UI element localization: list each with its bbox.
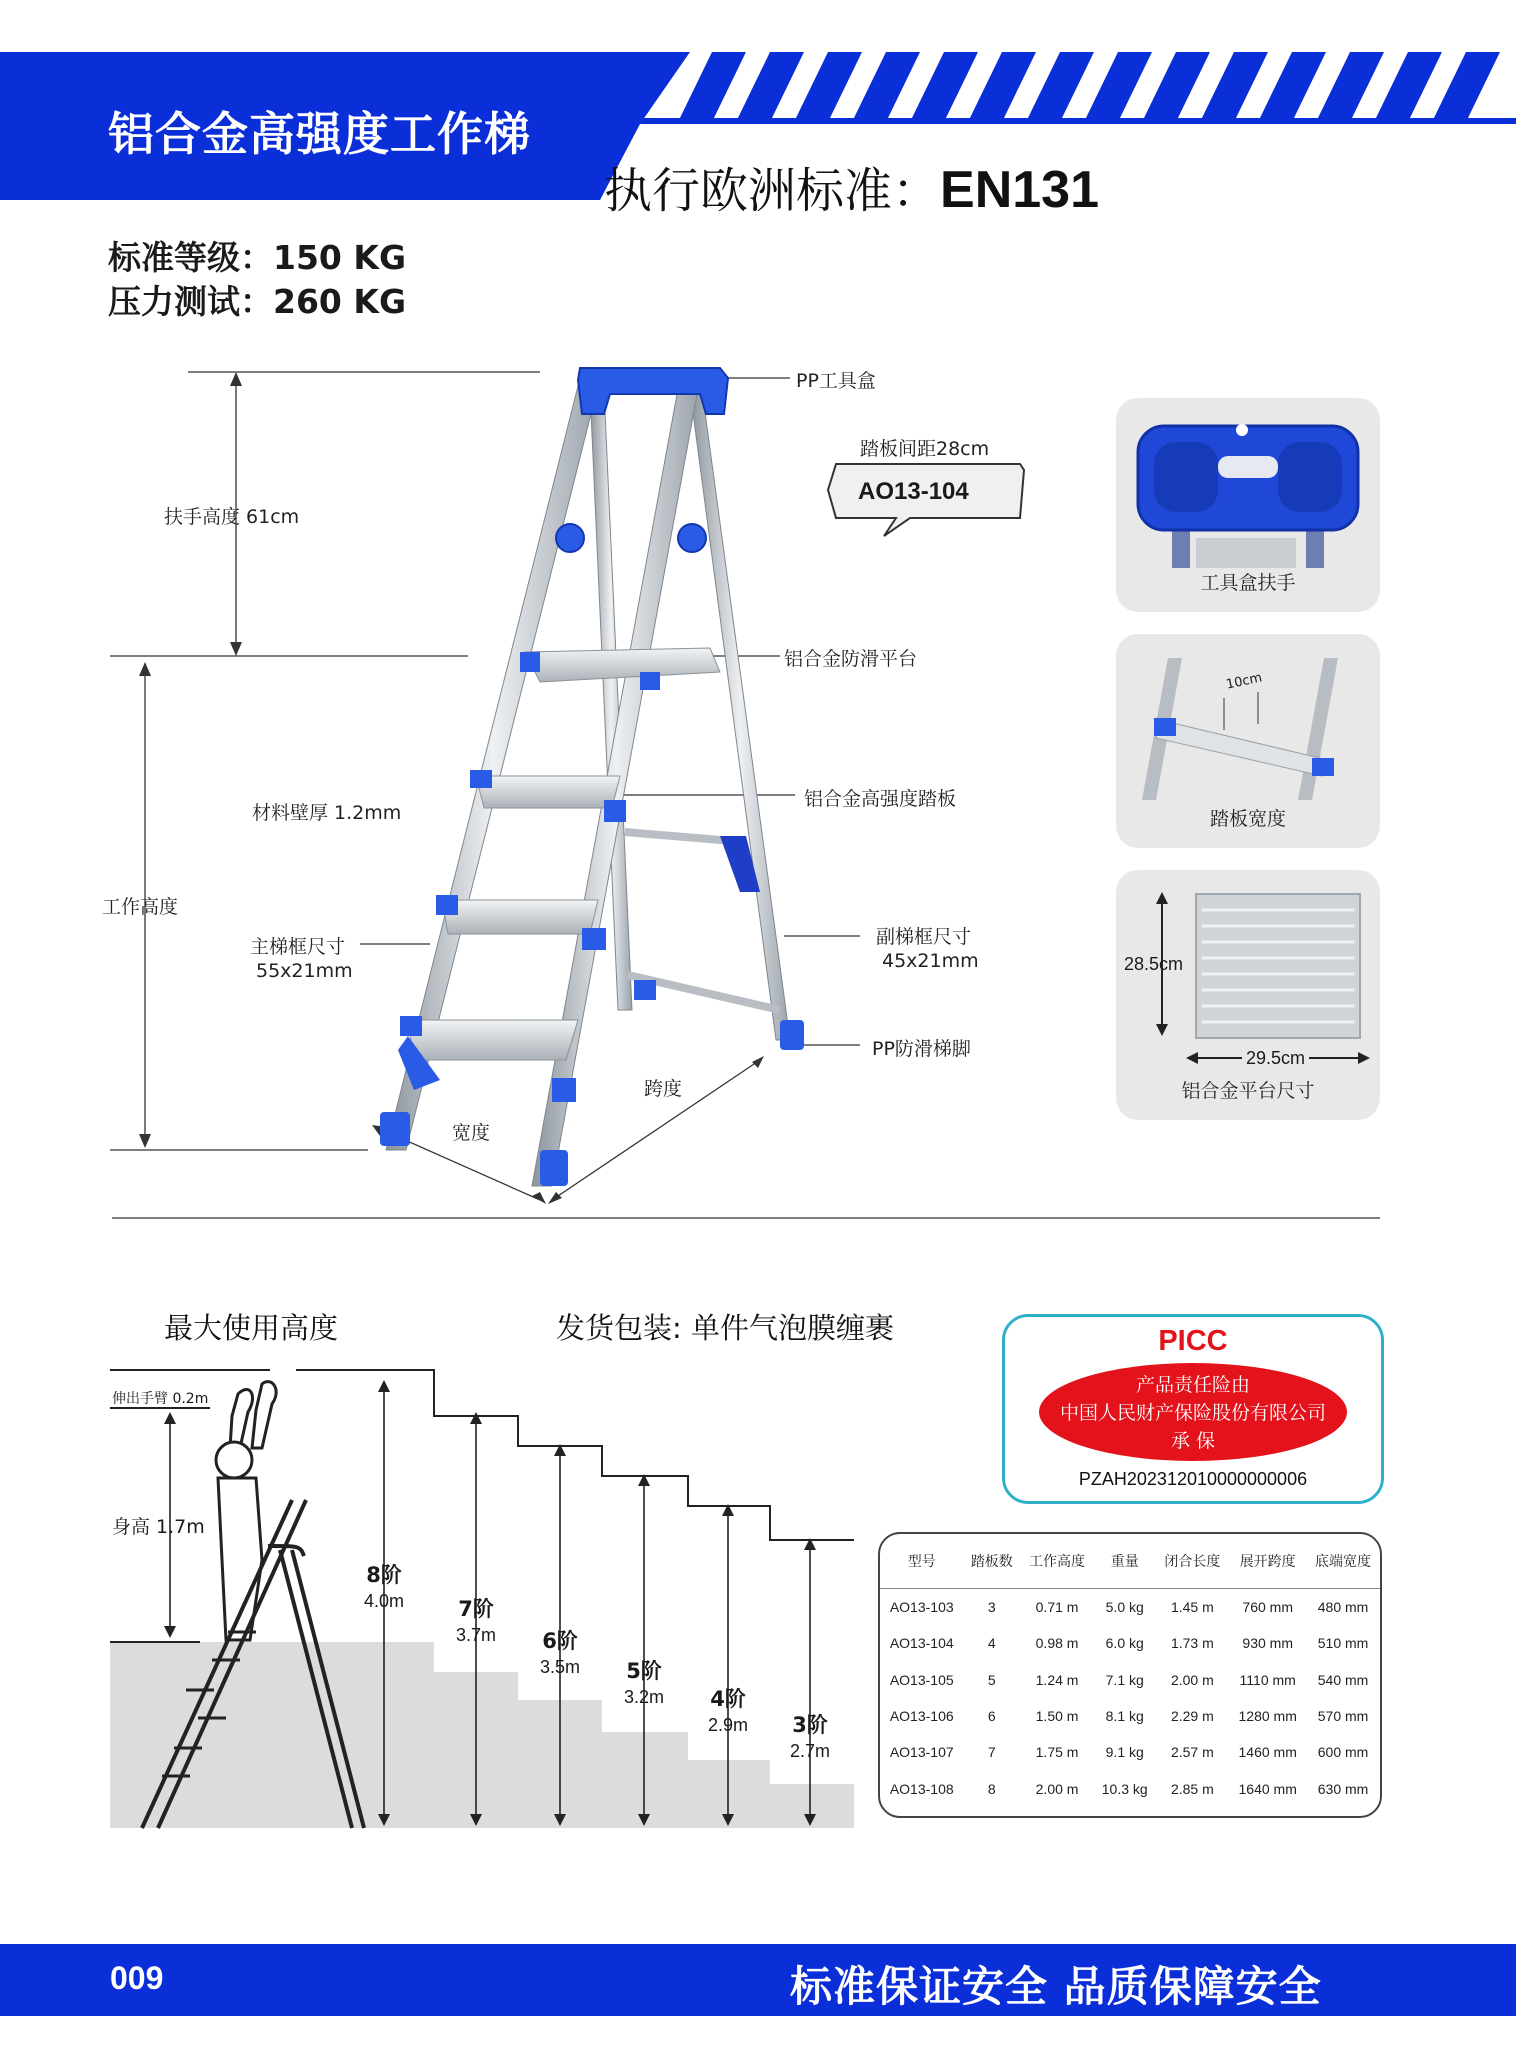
table-header: 踏板数 <box>970 1553 1013 1569</box>
card-toolbox <box>1116 398 1380 612</box>
table-cell: 1110 mm <box>1239 1671 1296 1688</box>
table-cell: 570 mm <box>1317 1708 1369 1725</box>
table-cell: 0.71 m <box>1035 1599 1079 1616</box>
platform-height-label: 28.5cm <box>1124 954 1184 974</box>
table-row <box>880 1734 1380 1770</box>
picc-line3: 承 保 <box>1170 1430 1216 1452</box>
table-cell: 1.45 m <box>1170 1599 1214 1616</box>
table-cell: 5.0 kg <box>1105 1599 1144 1616</box>
step-width-caption: 踏板宽度 <box>1209 808 1286 830</box>
model-badge: AO13-104 <box>858 478 969 505</box>
table-cell: 540 mm <box>1317 1671 1369 1688</box>
table-row <box>880 1625 1380 1661</box>
table-cell: 3 <box>987 1599 996 1616</box>
table-cell: 7 <box>987 1744 996 1761</box>
table-cell: 600 mm <box>1317 1744 1369 1761</box>
stair-label-5: 5阶 3.2m <box>623 1659 665 1707</box>
table-cell: 1460 mm <box>1238 1744 1297 1761</box>
arm-reach-label: 伸出手臂 0.2m <box>112 1391 209 1407</box>
table-cell: 1640 mm <box>1238 1780 1297 1797</box>
stair-label-8: 8阶 4.0m <box>363 1563 405 1611</box>
max-height-title: 最大使用高度 <box>164 1311 339 1345</box>
table-cell: 2.00 m <box>1035 1780 1079 1797</box>
table-row <box>880 1662 1380 1698</box>
picc-logo-text: PICC <box>1158 1325 1228 1357</box>
table-cell: 6 <box>987 1708 996 1725</box>
table-cell: 4 <box>987 1635 996 1652</box>
spec-pressure: 压力测试：260 KG <box>108 282 407 321</box>
table-cell: AO13-103 <box>889 1599 954 1616</box>
standard-prefix: 执行欧洲标准： <box>604 163 941 219</box>
working-height-label: 工作高度 <box>102 896 179 918</box>
span-label: 跨度 <box>644 1078 683 1100</box>
table-cell: 0.98 m <box>1035 1635 1079 1652</box>
step-spacing-label: 踏板间距28cm <box>860 438 990 460</box>
standard-code: EN131 <box>940 161 1100 219</box>
picc-oval <box>1039 1363 1347 1461</box>
table-cell: 630 mm <box>1317 1780 1369 1797</box>
width-label: 宽度 <box>452 1122 491 1144</box>
table-header: 闭合长度 <box>1164 1553 1221 1569</box>
platform-caption: 铝合金平台尺寸 <box>1181 1080 1315 1102</box>
table-cell: AO13-106 <box>889 1708 954 1725</box>
picc-line2: 中国人民财产保险股份有限公司 <box>1059 1402 1326 1424</box>
tool-box-label: PP工具盒 <box>796 370 876 392</box>
toolbox-caption: 工具盒扶手 <box>1200 572 1296 594</box>
picc-line1: 产品责任险由 <box>1135 1374 1250 1396</box>
table-header: 底端宽度 <box>1315 1553 1372 1569</box>
main-frame-label: 主梯框尺寸 <box>250 936 346 958</box>
step-width-note: 10cm <box>1224 670 1264 693</box>
stairs-diagram <box>0 1360 870 1840</box>
table-cell: 1.50 m <box>1035 1708 1079 1725</box>
page-number: 009 <box>110 1960 164 1996</box>
table-cell: 930 mm <box>1242 1635 1293 1652</box>
page-title: 铝合金高强度工作梯 <box>108 107 531 161</box>
table-row <box>880 1698 1380 1734</box>
picc-insurance-box <box>1002 1314 1384 1504</box>
table-header-row <box>880 1534 1380 1589</box>
table-cell: AO13-105 <box>889 1671 954 1688</box>
table-cell: 8 <box>987 1780 996 1797</box>
table-header: 型号 <box>907 1553 936 1569</box>
table-cell: AO13-108 <box>889 1780 954 1797</box>
table-cell: 10.3 kg <box>1101 1780 1148 1797</box>
steps-label: 铝合金高强度踏板 <box>804 788 957 810</box>
table-cell: 8.1 kg <box>1105 1708 1144 1725</box>
sub-frame-size: 45x21mm <box>882 950 979 972</box>
packaging-note: 发货包装: 单件气泡膜缠裹 <box>556 1311 894 1345</box>
body-height-label: 身高 1.7m <box>112 1516 205 1538</box>
table-cell: 2.85 m <box>1170 1780 1214 1797</box>
toolbox-handle-image <box>1116 398 1380 568</box>
table-cell: 1280 mm <box>1238 1708 1297 1725</box>
table-row <box>880 1770 1380 1806</box>
stair-label-6: 6阶 3.5m <box>539 1629 581 1677</box>
table-cell: 2.57 m <box>1170 1744 1214 1761</box>
platform-width-label: 29.5cm <box>1242 1048 1309 1069</box>
table-cell: 9.1 kg <box>1105 1744 1144 1761</box>
table-header: 展开跨度 <box>1239 1553 1296 1569</box>
spec-table <box>878 1532 1382 1818</box>
table-cell: 1.75 m <box>1035 1744 1079 1761</box>
table-row <box>880 1589 1380 1626</box>
card-step-width <box>1116 634 1380 848</box>
step-width-image <box>1116 634 1380 804</box>
table-cell: 5 <box>987 1671 996 1688</box>
table-cell: 510 mm <box>1317 1635 1369 1652</box>
table-cell: 2.00 m <box>1170 1671 1214 1688</box>
card-platform-size <box>1116 870 1380 1120</box>
platform-label: 铝合金防滑平台 <box>784 648 918 670</box>
wall-thickness-label: 材料壁厚 1.2mm <box>252 802 402 824</box>
table-cell: 7.1 kg <box>1105 1671 1144 1688</box>
feet-label: PP防滑梯脚 <box>872 1038 971 1060</box>
stair-label-7: 7阶 3.7m <box>455 1597 497 1645</box>
table-cell: AO13-104 <box>889 1635 954 1652</box>
main-frame-size: 55x21mm <box>256 960 353 982</box>
sub-frame-label: 副梯框尺寸 <box>876 926 972 948</box>
stair-label-3: 3阶 2.7m <box>789 1713 831 1761</box>
table-cell: AO13-107 <box>889 1744 954 1761</box>
picc-policy-code: PZAH202312010000000006 <box>1078 1469 1308 1489</box>
table-header: 重量 <box>1110 1553 1139 1569</box>
stair-label-4: 4阶 2.9m <box>707 1687 749 1735</box>
table-header: 工作高度 <box>1029 1553 1086 1569</box>
table-cell: 760 mm <box>1242 1599 1293 1616</box>
handrail-height-label: 扶手高度 61cm <box>164 506 300 528</box>
table-cell: 480 mm <box>1317 1599 1369 1616</box>
table-cell: 2.29 m <box>1170 1708 1214 1725</box>
table-cell: 6.0 kg <box>1105 1635 1144 1652</box>
table-cell: 1.73 m <box>1170 1635 1214 1652</box>
table-cell: 1.24 m <box>1035 1671 1079 1688</box>
spec-grade: 标准等级：150 KG <box>108 238 407 277</box>
footer-slogan: 标准保证安全 品质保障安全 <box>790 1962 1322 2011</box>
